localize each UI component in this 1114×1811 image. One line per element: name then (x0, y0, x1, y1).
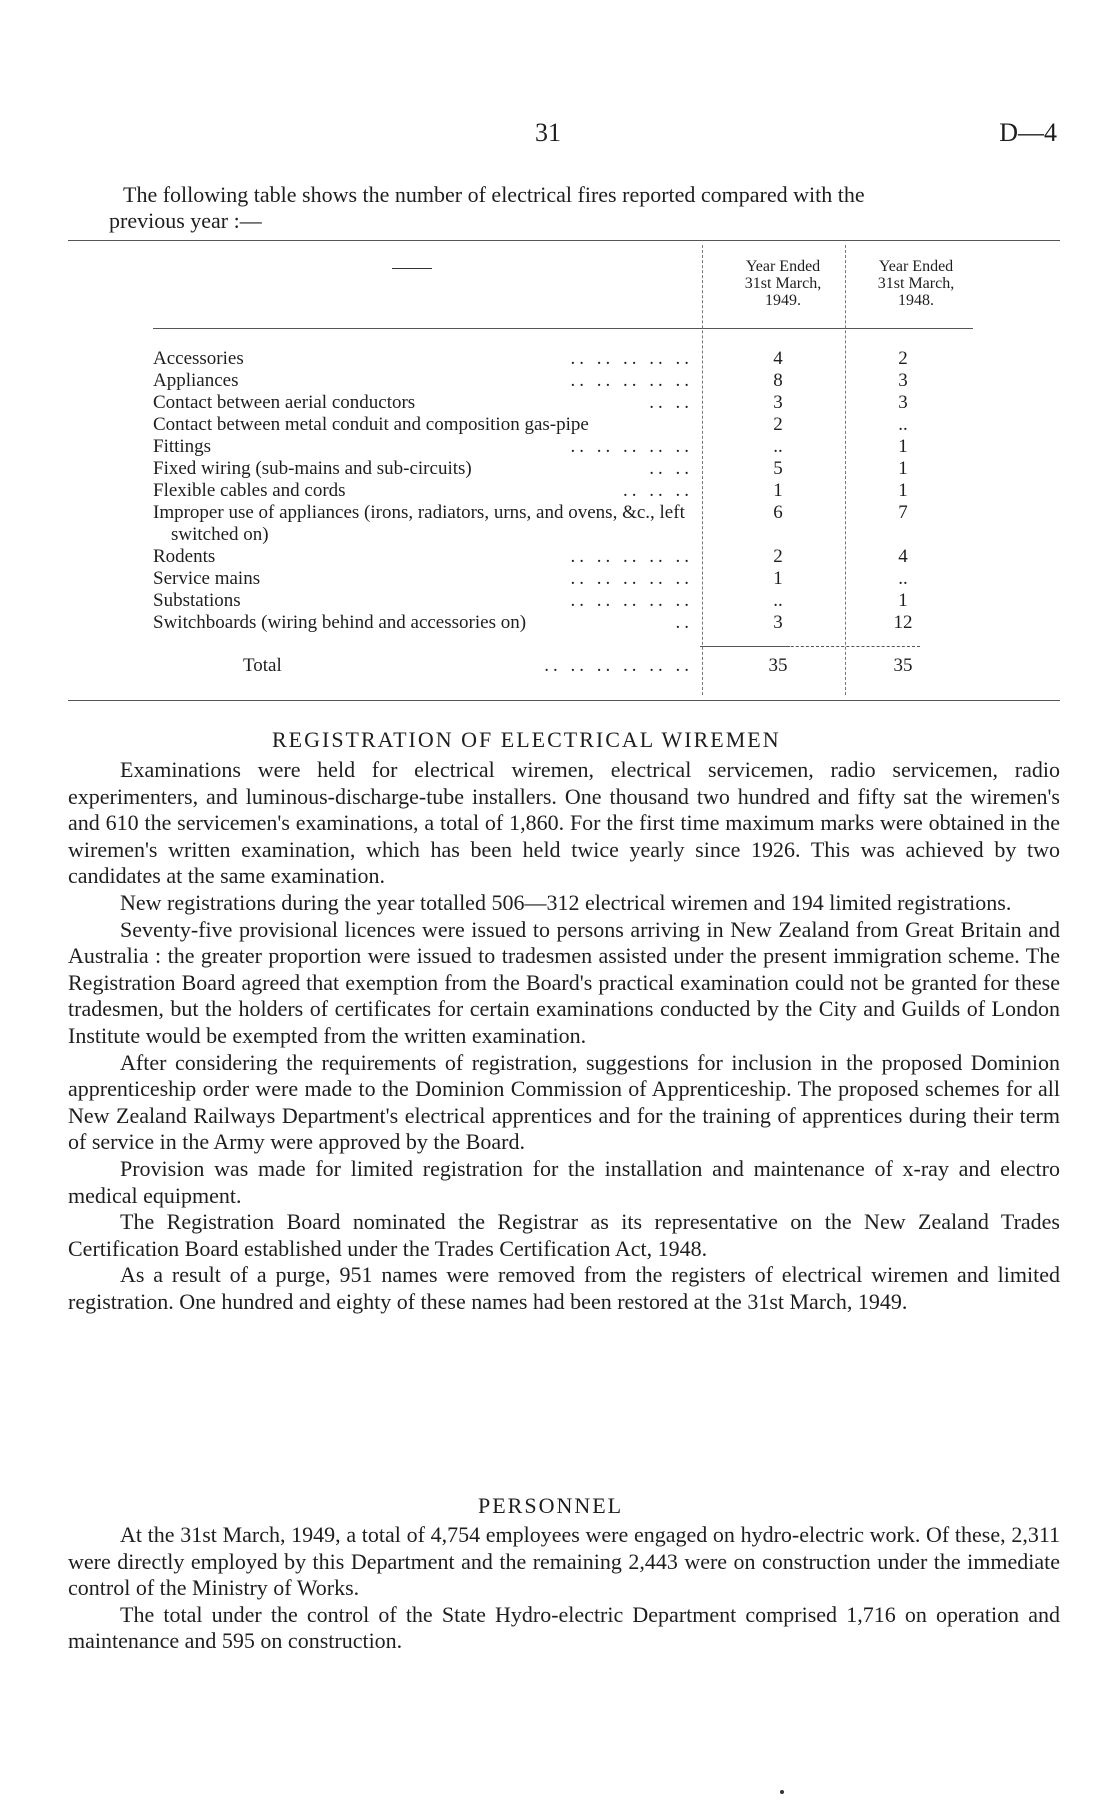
column-divider-2 (845, 245, 846, 695)
table-header-rule (153, 328, 973, 329)
page-number: 31 (535, 118, 561, 147)
paragraph: At the 31st March, 1949, a total of 4,754 employees were engaged on hydro-electric work. Of these, 2,311 were directly employed by this Department and the remaining 2,443 were on construction under the immediate control of the Ministry of Works. (68, 1522, 1060, 1601)
column-head-1948: Year Ended 31st March, 1948. (877, 258, 955, 309)
paragraph: Seventy-five provisional licences were issued to persons arriving in New Zealand from Great Britain and Australia : the greater proportion were issued to tradesmen assisted under the present immigration scheme. The Registration Board agreed that exemption from the Board's practical examination could not be granted for these tradesmen, but the holders of certificates for certain examinations conducted by the City and Guilds of London Institute would be exempted from the written examination. (68, 916, 1060, 1048)
intro-line-1: The following table shows the number of electrical fires reported compared with the (123, 182, 865, 207)
document-page: 31 D—4 The following table shows the number of electrical fires reported compared with the previous year :— Year Ended 31st March, 1949. Year Ended 31st March, 1948. Accessories .. .. .. .. .. 4 2 Appliances .. .. .. .. .. 8 3 Contact between aerial conductors .. .. 3 3 Contact between metal conduit and composition gas-pipe 2 .. Fittings .. .. .. .. .. .. 1 Fixed wiring (sub-mains and sub-circuits) .. .. 5 1 Flexible cables and cords .. .. .. 1 1 Improper use of appliances (irons, radiators, urns, and ovens, &c., left switched on) 6 7 Rodents .. .. .. .. .. 2 4 Service mains .. .. .. .. .. 1 .. Substations .. .. .. .. .. .. 1 Switchboards (wiring behind and accessories on) .. 3 12 Total .. .. .. .. .. .. 35 35 REGISTRATION OF ELECTRICAL WIREMEN Examinations were held for electrical wiremen, electrical servicemen, radio servicemen, radio experimenters, and luminous-discharge-tube installers. One thousand two hundred and fifty sat the wiremen's and 610 the servicemen's examinations, a total of 1,860. For the first time maximum marks were obtained in the wiremen's written examination, which has been held twice yearly since 1926. This was achieved by two candidates at the same examination. New registrations during the year totalled 506—312 electrical wiremen and 194 limited registrations. Seventy-five provisional licences were issued to persons arriving in New Zealand from Great Britain and Australia : the greater proportion were issued to tradesmen assisted under the present immigration scheme. The Registration Board agreed that exemption from the Board's practical examination could not be granted for these tradesmen, but the holders of certificates for certain examinations conducted by the City and Guilds of London Institute would be exempted from the written examination. After considering the requirements of registration, suggestions for inclusion in the proposed Dominion apprenticeship order were made to the Dominion Commission of Apprenticeship. The proposed schemes for all New Zealand Railways Department's electrical apprentices and for the training of apprentices during their term of service in the Army were approved by the Board. Provision was made for limited registration for the installation and maintenance of x-ray and electro medical equipment. The Registration Board nominated the Registrar as its representative on the New Zealand Trades Certification Board established under the Trades Certification Act, 1948. As a result of a purge, 951 names were removed from the registers of electrical wiremen and limited registration. One hundred and eighty of these names had been restored at the 31st March, 1949. PERSONNEL At the 31st March, 1949, a total of 4,754 employees were engaged on hydro-electric work. Of these, 2,311 were directly employed by this Department and the remaining 2,443 were on construction under the immediate control of the Ministry of Works. The total under the control of the State Hydro-electric Department comprised 1,716 on operation and maintenance and 595 on construction. (0, 0, 1114, 1811)
intro-line-2: previous year :— (109, 208, 262, 233)
registration-body (68, 757, 1060, 1315)
document-code: D—4 (999, 118, 1057, 147)
paragraph: Provision was made for limited registration for the installation and maintenance of x-ray and electro medical equipment. (68, 1155, 1060, 1208)
paragraph: As a result of a purge, 951 names were removed from the registers of electrical wiremen and limited registration. One hundred and eighty of these names had been restored at the 31st March, 1949. (68, 1262, 1060, 1314)
paragraph: After considering the requirements of registration, suggestions for inclusion in the proposed Dominion apprenticeship order were made to the Dominion Commission of Apprenticeship. The proposed schemes for all New Zealand Railways Department's electrical apprentices and for the training of apprentices during their term of service in the Army were approved by the Board. (68, 1049, 1060, 1155)
table-top-rule (68, 240, 1060, 241)
paragraph: New registrations during the year totalled 506—312 electrical wiremen and 194 limited registrations. (120, 889, 1012, 915)
column-divider-1 (702, 245, 703, 695)
stray-ink-dot (780, 1790, 784, 1794)
personnel-body (68, 1522, 1060, 1655)
paragraph: The total under the control of the State Hydro-electric Department comprised 1,716 on operation and maintenance and 595 on construction. (68, 1601, 1060, 1654)
total-row: Total .. .. .. .. .. .. 35 35 (243, 655, 913, 676)
paragraph: The Registration Board nominated the Registrar as its representative on the New Zealand Trades Certification Board established under the Trades Certification Act, 1948. (68, 1209, 1060, 1261)
registration-heading: REGISTRATION OF ELECTRICAL WIREMEN (272, 727, 781, 752)
paragraph: Examinations were held for electrical wiremen, electrical servicemen, radio servicemen, radio experimenters, and luminous-discharge-tube installers. One thousand two hundred and fifty sat the wiremen's and 610 the servicemen's examinations, a total of 1,860. For the first time maximum marks were obtained in the wiremen's written examination, which has been held twice yearly since 1926. This was achieved by two candidates at the same examination. (68, 757, 1060, 889)
personnel-heading: PERSONNEL (478, 1493, 624, 1518)
table-intro (109, 182, 1063, 234)
stub-head-dash (392, 268, 432, 269)
table-bottom-rule (68, 700, 1060, 701)
column-head-1949: Year Ended 31st March, 1949. (744, 258, 822, 309)
total-rule-1949 (700, 646, 790, 647)
